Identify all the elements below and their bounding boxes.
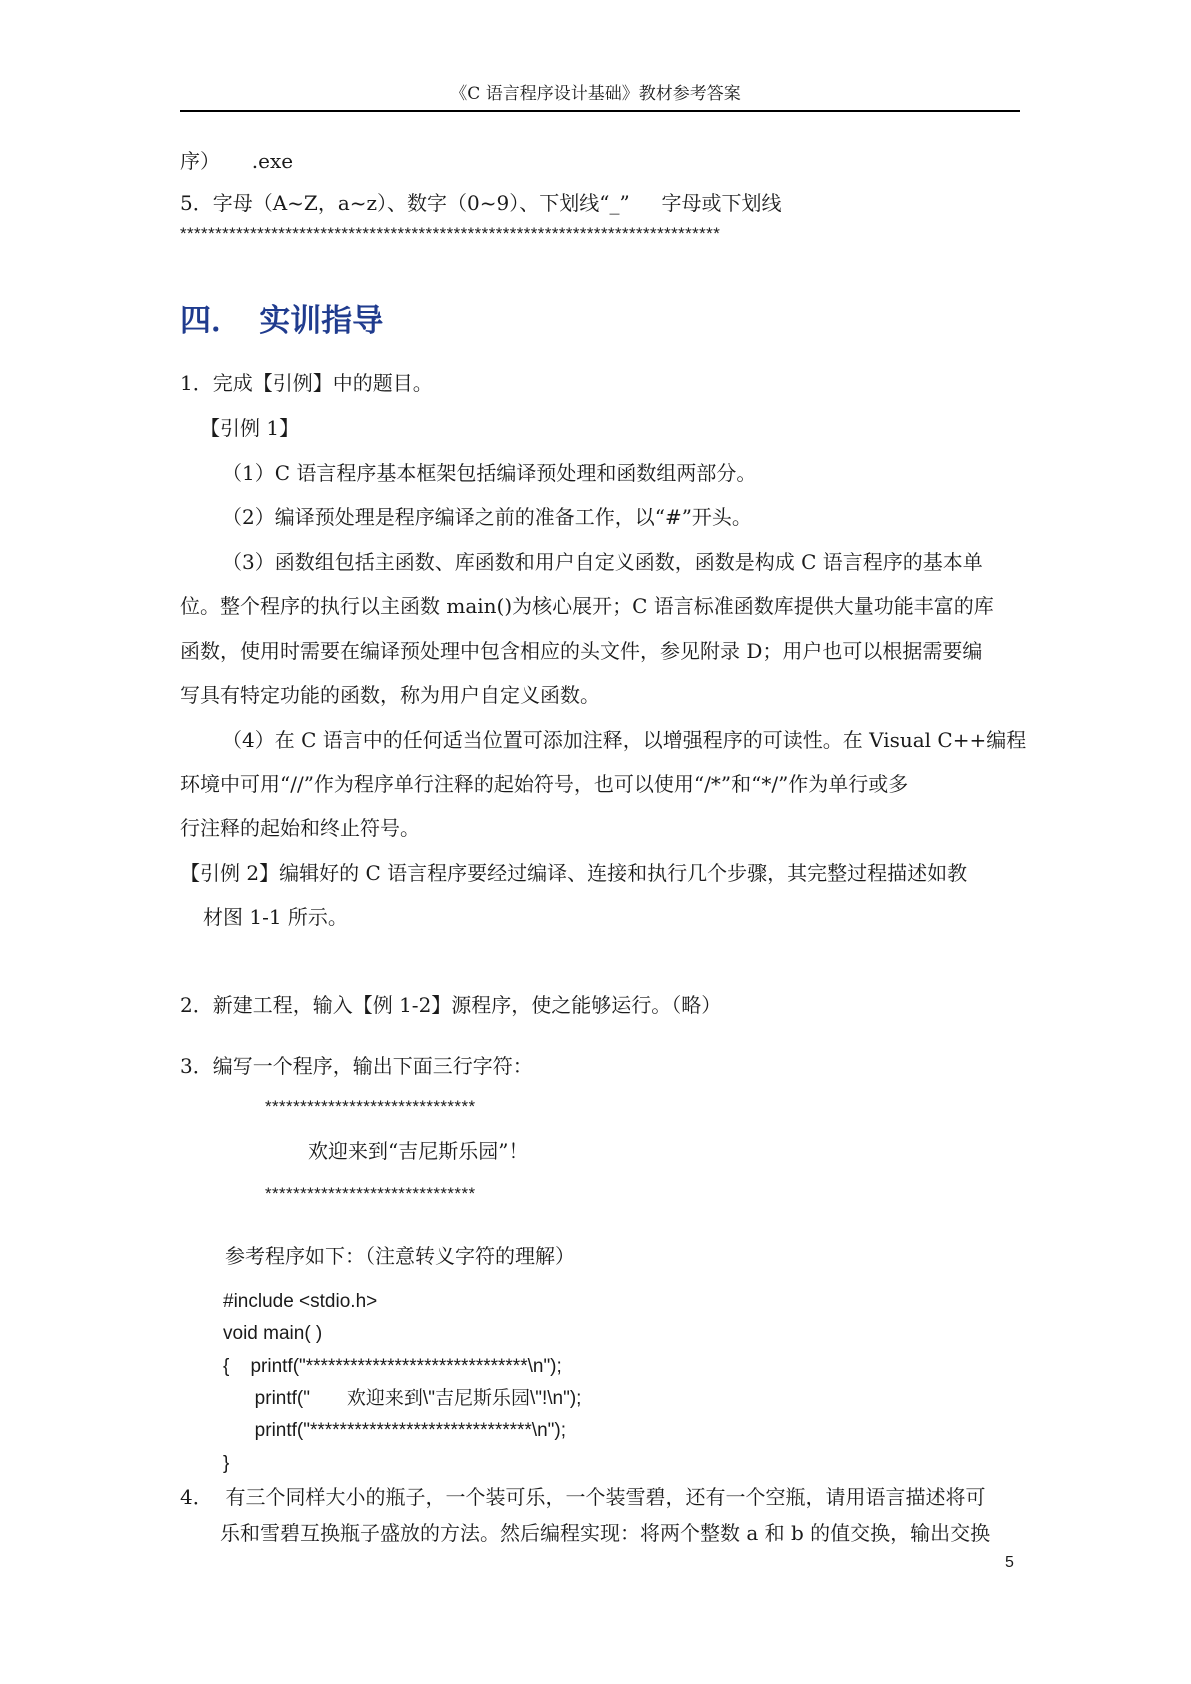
page-header: 《C 语言程序设计基础》教材参考答案 (450, 84, 741, 104)
code-line: { printf("******************************\n"); (223, 1356, 562, 1377)
yinli-1-heading: 【引例 1】 (200, 416, 300, 440)
header-rule (180, 110, 1020, 112)
page-number: 5 (1005, 1554, 1014, 1571)
item-4-line-2: 乐和雪碧互换瓶子盛放的方法。然后编程实现：将两个整数 a 和 b 的值交换，输出交换 (220, 1521, 991, 1545)
paragraph-2: （2）编译预处理是程序编译之前的准备工作，以“#”开头。 (222, 505, 752, 529)
code-line: printf("******************************\n"); (223, 1420, 567, 1441)
paragraph-4-line-2: 环境中可用“//”作为程序单行注释的起始符号，也可以使用“/*”和“*/”作为单行或多 (180, 772, 909, 796)
output-stars-bottom: ****************************** (265, 1184, 476, 1203)
code-line: } (223, 1453, 230, 1474)
code-line: #include <stdio.h> (223, 1291, 378, 1312)
paragraph-4-line-1: （4）在 C 语言中的任何适当位置可添加注释，以增强程序的可读性。在 Visual C++编程 (222, 728, 1027, 752)
paragraph-3-line-3: 函数，使用时需要在编译预处理中包含相应的头文件，参见附录 D；用户也可以根据需要编 (180, 639, 983, 663)
output-welcome-line: 欢迎来到“吉尼斯乐园”！ (308, 1139, 529, 1163)
separator-stars: ***************************************************************************** (180, 224, 721, 243)
reference-note: 参考程序如下：（注意转义字符的理解） (225, 1244, 575, 1268)
prev-answer-continuation: 序） .exe (180, 149, 294, 173)
paragraph-3-line-1: （3）函数组包括主函数、库函数和用户自定义函数，函数是构成 C 语言程序的基本单 (222, 550, 983, 574)
section-title: 四． 实训指导 (180, 303, 384, 338)
item-2: 2．新建工程，输入【例 1-2】源程序，使之能够运行。（略） (180, 993, 722, 1017)
yinli-2-line-1: 【引例 2】编辑好的 C 语言程序要经过编译、连接和执行几个步骤，其完整过程描述如教 (180, 861, 968, 885)
item-1: 1．完成【引例】中的题目。 (180, 371, 433, 395)
item-4-line-1: 4． 有三个同样大小的瓶子，一个装可乐，一个装雪碧，还有一个空瓶，请用语言描述将可 (180, 1485, 986, 1509)
paragraph-4-line-3: 行注释的起始和终止符号。 (180, 816, 420, 840)
output-stars-top: ****************************** (265, 1097, 476, 1116)
paragraph-3-line-4: 写具有特定功能的函数，称为用户自定义函数。 (180, 683, 600, 707)
paragraph-3-line-2: 位。整个程序的执行以主函数 main()为核心展开；C 语言标准函数库提供大量功能丰富的库 (180, 594, 994, 618)
yinli-2-line-2: 材图 1-1 所示。 (203, 905, 348, 929)
paragraph-1: （1）C 语言程序基本框架包括编译预处理和函数组两部分。 (222, 461, 757, 485)
item-3: 3．编写一个程序，输出下面三行字符： (180, 1054, 533, 1078)
code-line: printf(" 欢迎来到\"吉尼斯乐园\"!\n"); (223, 1388, 582, 1409)
code-line: void main( ) (223, 1323, 323, 1344)
answer-5: 5．字母（A~Z，a~z）、数字（0~9）、下划线“_” 字母或下划线 (180, 191, 782, 215)
